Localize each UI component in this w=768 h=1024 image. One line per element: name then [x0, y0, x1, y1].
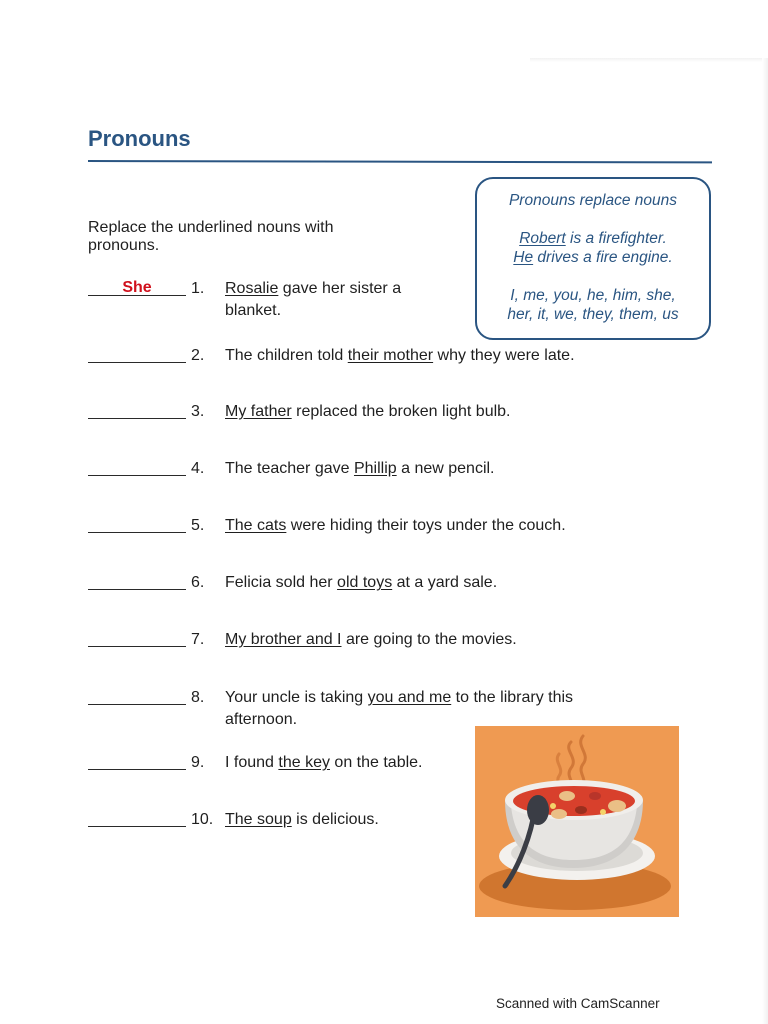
- pronoun-list: [477, 286, 709, 324]
- sentence-text: The children told: [225, 347, 348, 364]
- hint-example-noun: Robert: [519, 230, 566, 247]
- answer-blank[interactable]: [88, 812, 186, 827]
- hint-example-text: drives a fire engine.: [533, 249, 673, 266]
- sentence-text: Your uncle is taking: [225, 689, 368, 706]
- exercise-sentence: [225, 458, 655, 480]
- sentence-text: gave her sister a blanket.: [225, 280, 402, 319]
- sentence-text: The teacher gave: [225, 460, 354, 477]
- sentence-text: are going to the movies.: [341, 631, 517, 648]
- answer-blank[interactable]: [88, 755, 186, 770]
- exercise-number: 6.: [191, 574, 205, 591]
- sentence-text: Felicia sold her: [225, 574, 338, 591]
- sentence-text: why they were late.: [433, 347, 575, 364]
- pronoun-hint-box: [475, 177, 711, 340]
- worksheet-instructions: Replace the underlined nouns with pronouns.: [88, 219, 334, 254]
- exercise-number: 1.: [191, 280, 205, 297]
- hint-example-pronoun: He: [513, 249, 534, 266]
- sentence-text: to the library this afternoon.: [225, 689, 574, 728]
- soup-bowl-icon: [475, 726, 679, 917]
- pronoun-list-line: I, me, you, he, him, she,: [510, 287, 676, 304]
- answer-blank[interactable]: [88, 518, 186, 533]
- sentence-text: is delicious.: [291, 811, 379, 828]
- page-edge-shadow: [762, 58, 768, 1024]
- title-divider: [88, 160, 712, 163]
- exercise-sentence: [225, 401, 655, 423]
- answer-blank[interactable]: She: [88, 281, 186, 296]
- answer-blank[interactable]: [88, 461, 186, 476]
- exercise-sentence: [225, 629, 655, 651]
- exercise-number: 9.: [191, 754, 205, 771]
- hint-example-text: is a firefighter.: [565, 230, 667, 247]
- answer-blank[interactable]: [88, 404, 186, 419]
- underlined-noun: old toys: [337, 574, 393, 591]
- scanner-watermark-text: Scanned with CamScanner: [496, 996, 660, 1011]
- page-shadow: [530, 58, 768, 62]
- exercise-number: 5.: [191, 517, 205, 534]
- underlined-noun: My father: [225, 403, 292, 420]
- pronoun-list-line: her, it, we, they, them, us: [507, 306, 679, 323]
- worksheet-title: Pronouns: [88, 126, 191, 151]
- exercise-number: 4.: [191, 460, 205, 477]
- underlined-noun: the key: [278, 754, 330, 771]
- soup-illustration: [475, 726, 679, 917]
- sentence-text: at a yard sale.: [392, 574, 498, 591]
- underlined-noun: their mother: [347, 347, 434, 364]
- underlined-noun: My brother and I: [225, 631, 342, 648]
- answer-blank[interactable]: [88, 632, 186, 647]
- hint-example: [477, 229, 709, 267]
- sentence-text: were hiding their toys under the couch.: [286, 517, 566, 534]
- exercise-sentence: [225, 345, 655, 367]
- sentence-text: I found: [225, 754, 279, 771]
- hint-example-line: [477, 248, 709, 267]
- underlined-noun: The cats: [225, 517, 287, 534]
- exercise-number: 10.: [191, 811, 214, 828]
- exercise-number: 2.: [191, 347, 205, 364]
- underlined-noun: you and me: [367, 689, 452, 706]
- sentence-text: a new pencil.: [396, 460, 495, 477]
- hint-heading: Pronouns replace nouns: [508, 192, 678, 209]
- underlined-noun: Phillip: [353, 460, 397, 477]
- underlined-noun: Rosalie: [225, 280, 279, 297]
- exercise-number: 3.: [191, 403, 205, 420]
- hint-example-line: [477, 229, 709, 248]
- exercise-number: 8.: [191, 689, 205, 706]
- exercise-sentence: [225, 572, 655, 594]
- sentence-text: on the table.: [329, 754, 423, 771]
- exercise-sentence: [225, 687, 620, 731]
- exercise-number: 7.: [191, 631, 205, 648]
- exercise-sentence: [225, 515, 655, 537]
- answer-blank[interactable]: [88, 575, 186, 590]
- sentence-text: replaced the broken light bulb.: [291, 403, 511, 420]
- answer-blank[interactable]: [88, 348, 186, 363]
- exercise-sentence: [225, 278, 430, 322]
- answer-blank[interactable]: [88, 690, 186, 705]
- underlined-noun: The soup: [225, 811, 292, 828]
